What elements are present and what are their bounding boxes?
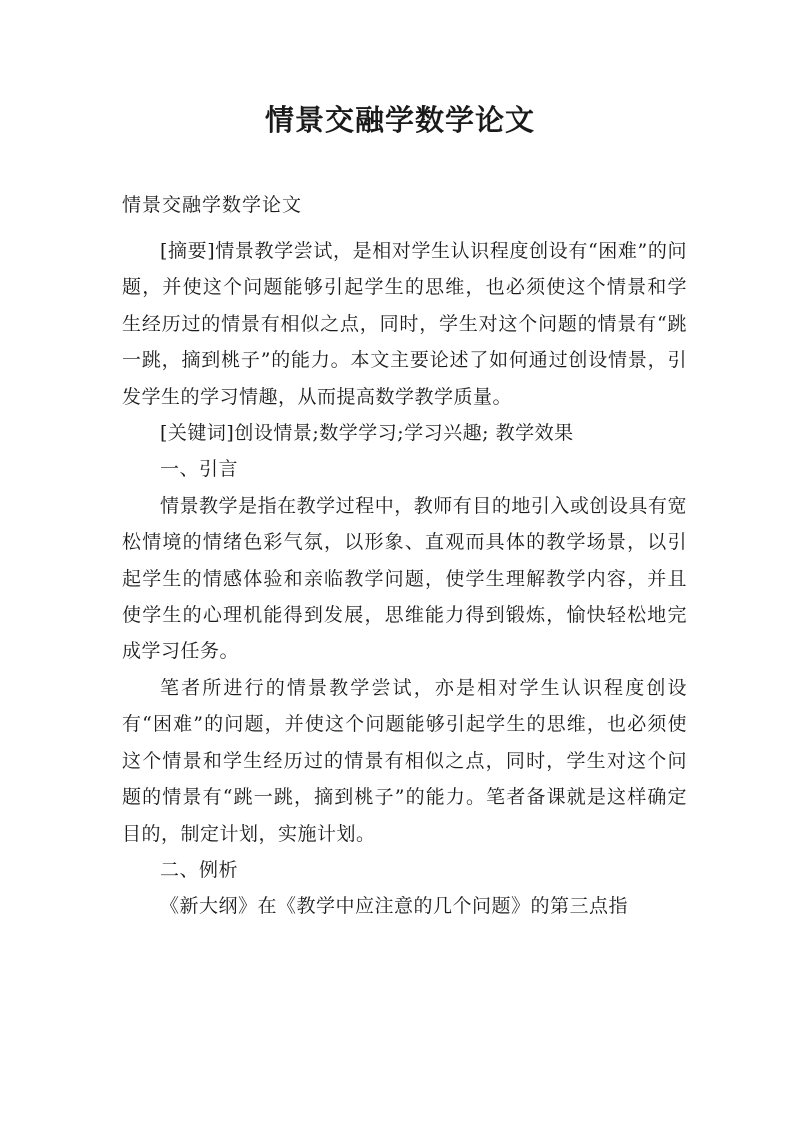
body-paragraph: 情景教学是指在教学过程中，教师有目的地引入或创设具有宽松情境的情绪色彩气氛，以形象、直观而具体的教学场景，以引起学生的情感体验和亲临教学问题，使学生理解教学内容，并且使学生的心理机能得到发展，思维能力得到锻炼，愉快轻松地完成学习任务。 <box>122 494 687 663</box>
body-paragraph: 《新大纲》在《教学中应注意的几个问题》的第三点指 <box>160 895 629 918</box>
abstract-paragraph: [摘要]情景教学尝试，是相对学生认识程度创设有“困难”的问题，并使这个问题能够引起学生的思维，也必须使这个情景和学生经历过的情景有相似之点，同时，学生对这个问题的情景有“跳一跳，摘到桃子”的能力。本文主要论述了如何通过创设情景，引发学生的学习情趣，从而提高数学教学质量。 <box>122 240 687 408</box>
section-heading-introduction: 一、引言 <box>160 458 239 481</box>
section-heading-example: 二、例析 <box>160 858 239 881</box>
document-subtitle: 情景交融学数学论文 <box>122 194 303 216</box>
body-paragraph: 笔者所进行的情景教学尝试，亦是相对学生认识程度创设有“困难”的问题，并使这个问题能够引起学生的思维，也必须使这个情景和学生经历过的情景有相似之点，同时，学生对这个问题的情景有“跳一跳，摘到桃子”的能力。笔者备课就是这样确定目的，制定计划，实施计划。 <box>122 676 687 845</box>
keywords-paragraph: [关键词]创设情景;数学学习;学习兴趣; 教学效果 <box>160 422 574 445</box>
document-title: 情景交融学数学论文 <box>264 103 535 137</box>
document-body <box>122 233 687 925</box>
